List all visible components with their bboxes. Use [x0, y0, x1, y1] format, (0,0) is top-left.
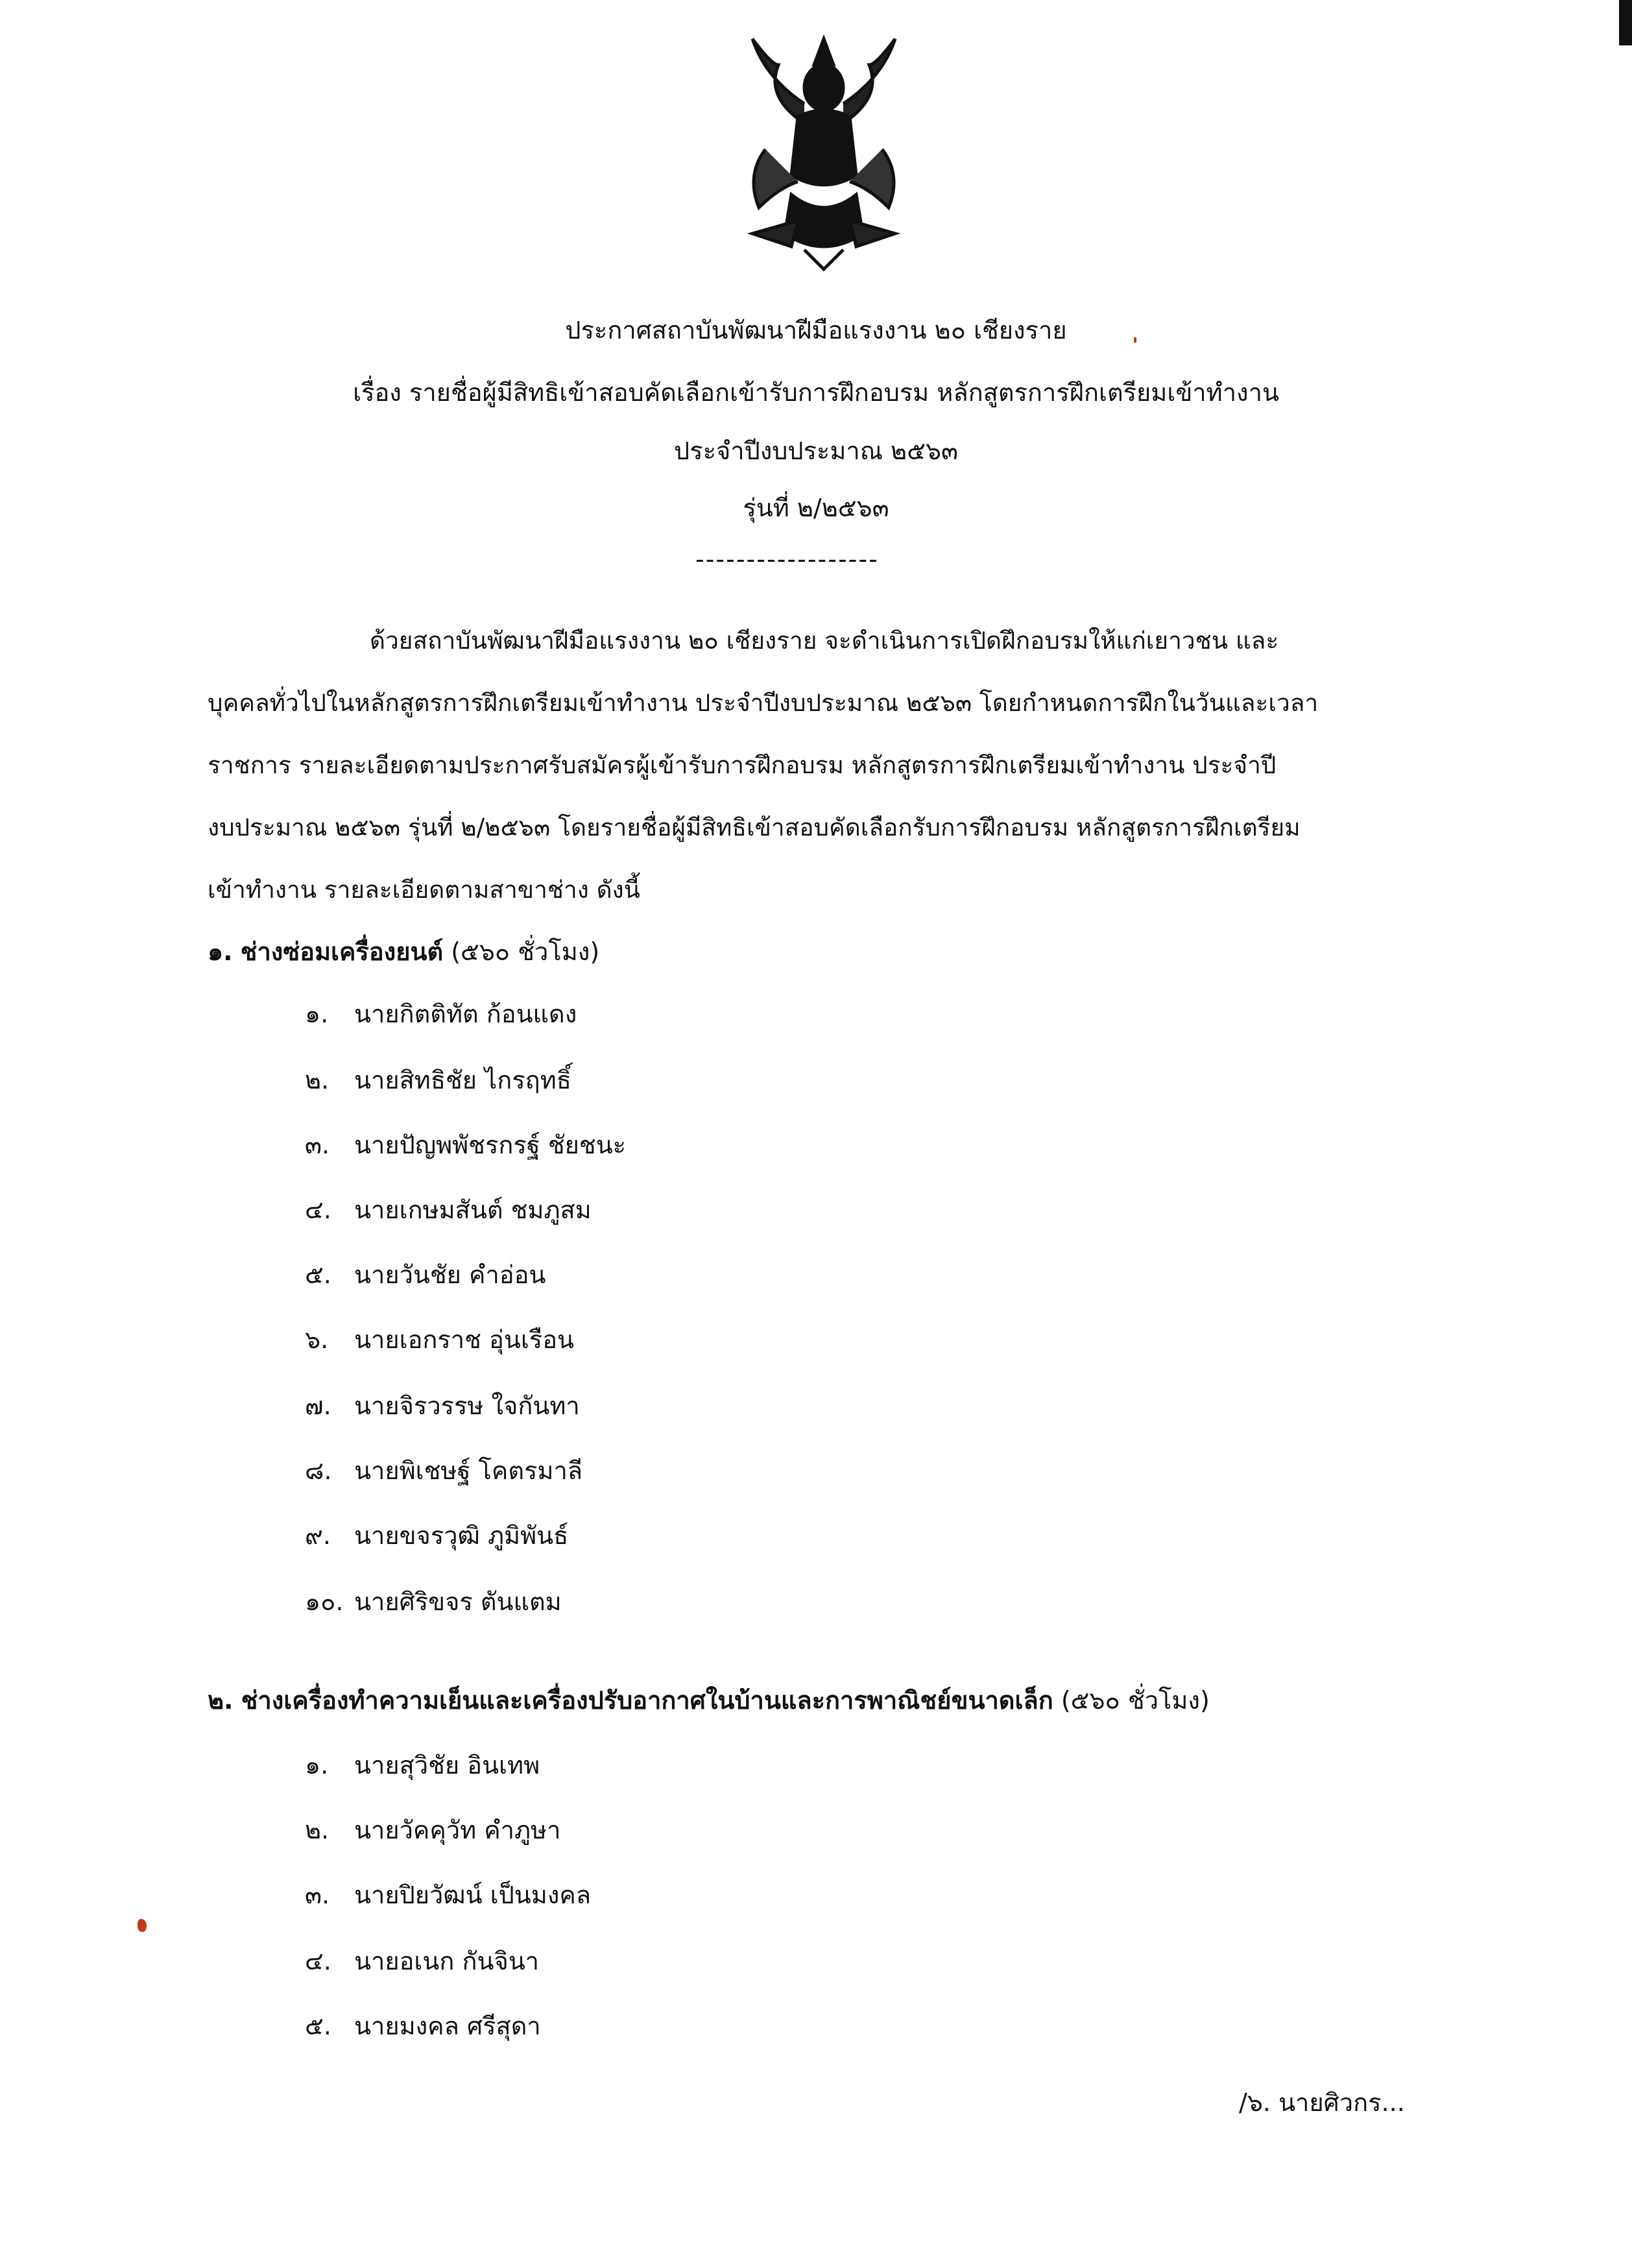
intro-line-1: ด้วยสถาบันพัฒนาฝีมือแรงงาน ๒๐ เชียงราย จะดำเนินการเปิดฝึกอบรมให้แก่เยาวชน และ — [370, 627, 1279, 655]
list-item: ๒. นายสิทธิชัย ไกรฤทธิ์ — [305, 1066, 571, 1094]
list-item: ๗. นายจิรวรรษ ใจกันทา — [305, 1392, 580, 1420]
intro-line-2: บุคคลทั่วไปในหลักสูตรการฝึกเตรียมเข้าทำงาน ประจำปีงบประมาณ ๒๕๖๓ โดยกำหนดการฝึกในวันและเวลา — [208, 689, 1319, 717]
list-item: ๕. นายวันชัย คำอ่อน — [305, 1261, 546, 1289]
list-item: ๔. นายอเนก กันจินา — [305, 1947, 540, 1975]
section-1-heading — [208, 932, 599, 971]
section-number: ๑. — [208, 937, 233, 966]
ink-speck — [138, 1919, 147, 1932]
section-number: ๒. — [208, 1686, 234, 1715]
intro-line-5: เข้าทำงาน รายละเอียดตามสาขาช่าง ดังนี้ — [208, 876, 640, 904]
page-continuation: /๖. นายศิวกร... — [1239, 2088, 1405, 2117]
list-item: ๘. นายพิเชษฐ์ โคตรมาลี — [305, 1456, 583, 1485]
list-item: ๕. นายมงคล ศรีสุดา — [305, 2012, 541, 2040]
section-hours: (๕๖๐ ชั่วโมง) — [1061, 1686, 1210, 1715]
list-item: ๔. นายเกษมสันต์ ชมภูสม — [305, 1196, 592, 1224]
fiscal-year: ประจำปีงบประมาณ ๒๕๖๓ — [674, 437, 958, 465]
announcement-subject: เรื่อง รายชื่อผู้มีสิทธิเข้าสอบคัดเลือกเข้ารับการฝึกอบรม หลักสูตรการฝึกเตรียมเข้าทำงาน — [353, 378, 1279, 407]
divider-line: ------------------ — [695, 545, 879, 573]
scan-edge-mark — [1619, 0, 1632, 45]
list-item: ๓. นายปัญพพัชรกรฐ์ ชัยชนะ — [305, 1131, 627, 1159]
intro-line-4: งบประมาณ ๒๕๖๓ รุ่นที่ ๒/๒๕๖๓ โดยรายชื่อผู้มีสิทธิเข้าสอบคัดเลือกรับการฝึกอบรม หลักสูตรการฝึกเตรียม — [208, 814, 1301, 841]
section-title: ช่างซ่อมเครื่องยนต์ — [240, 937, 444, 966]
list-item: ๑. นายสุวิชัย อินเทพ — [305, 1751, 540, 1779]
ink-speck — [1134, 337, 1136, 343]
list-item: ๒. นายวัคคุวัท คำภูษา — [305, 1816, 561, 1844]
intro-paragraph — [208, 610, 1466, 921]
section-hours: (๕๖๐ ชั่วโมง) — [451, 937, 600, 966]
list-item: ๖. นายเอกราช อุ่นเรือน — [305, 1325, 575, 1354]
list-item: ๙. นายขจรวุฒิ ภูมิพันธ์ — [305, 1521, 569, 1550]
section-2-heading — [208, 1680, 1210, 1720]
list-item: ๓. นายปิยวัฒน์ เป็นมงคล — [305, 1881, 592, 1909]
batch-number: รุ่นที่ ๒/๒๕๖๓ — [743, 494, 889, 522]
list-item: ๑๐. นายศิริขจร ตันแตม — [305, 1587, 562, 1616]
list-item: ๑. นายกิตติทัต ก้อนแดง — [305, 1000, 577, 1028]
intro-line-3: ราชการ รายละเอียดตามประกาศรับสมัครผู้เข้ารับการฝึกอบรม หลักสูตรการฝึกเตรียมเข้าทำงาน ประจำปี — [208, 751, 1277, 779]
section-title: ช่างเครื่องทำความเย็นและเครื่องปรับอากาศในบ้านและการพาณิชย์ขนาดเล็ก — [241, 1686, 1053, 1715]
garuda-emblem — [726, 26, 921, 272]
announcement-title: ประกาศสถาบันพัฒนาฝีมือแรงงาน ๒๐ เชียงราย — [565, 316, 1067, 344]
